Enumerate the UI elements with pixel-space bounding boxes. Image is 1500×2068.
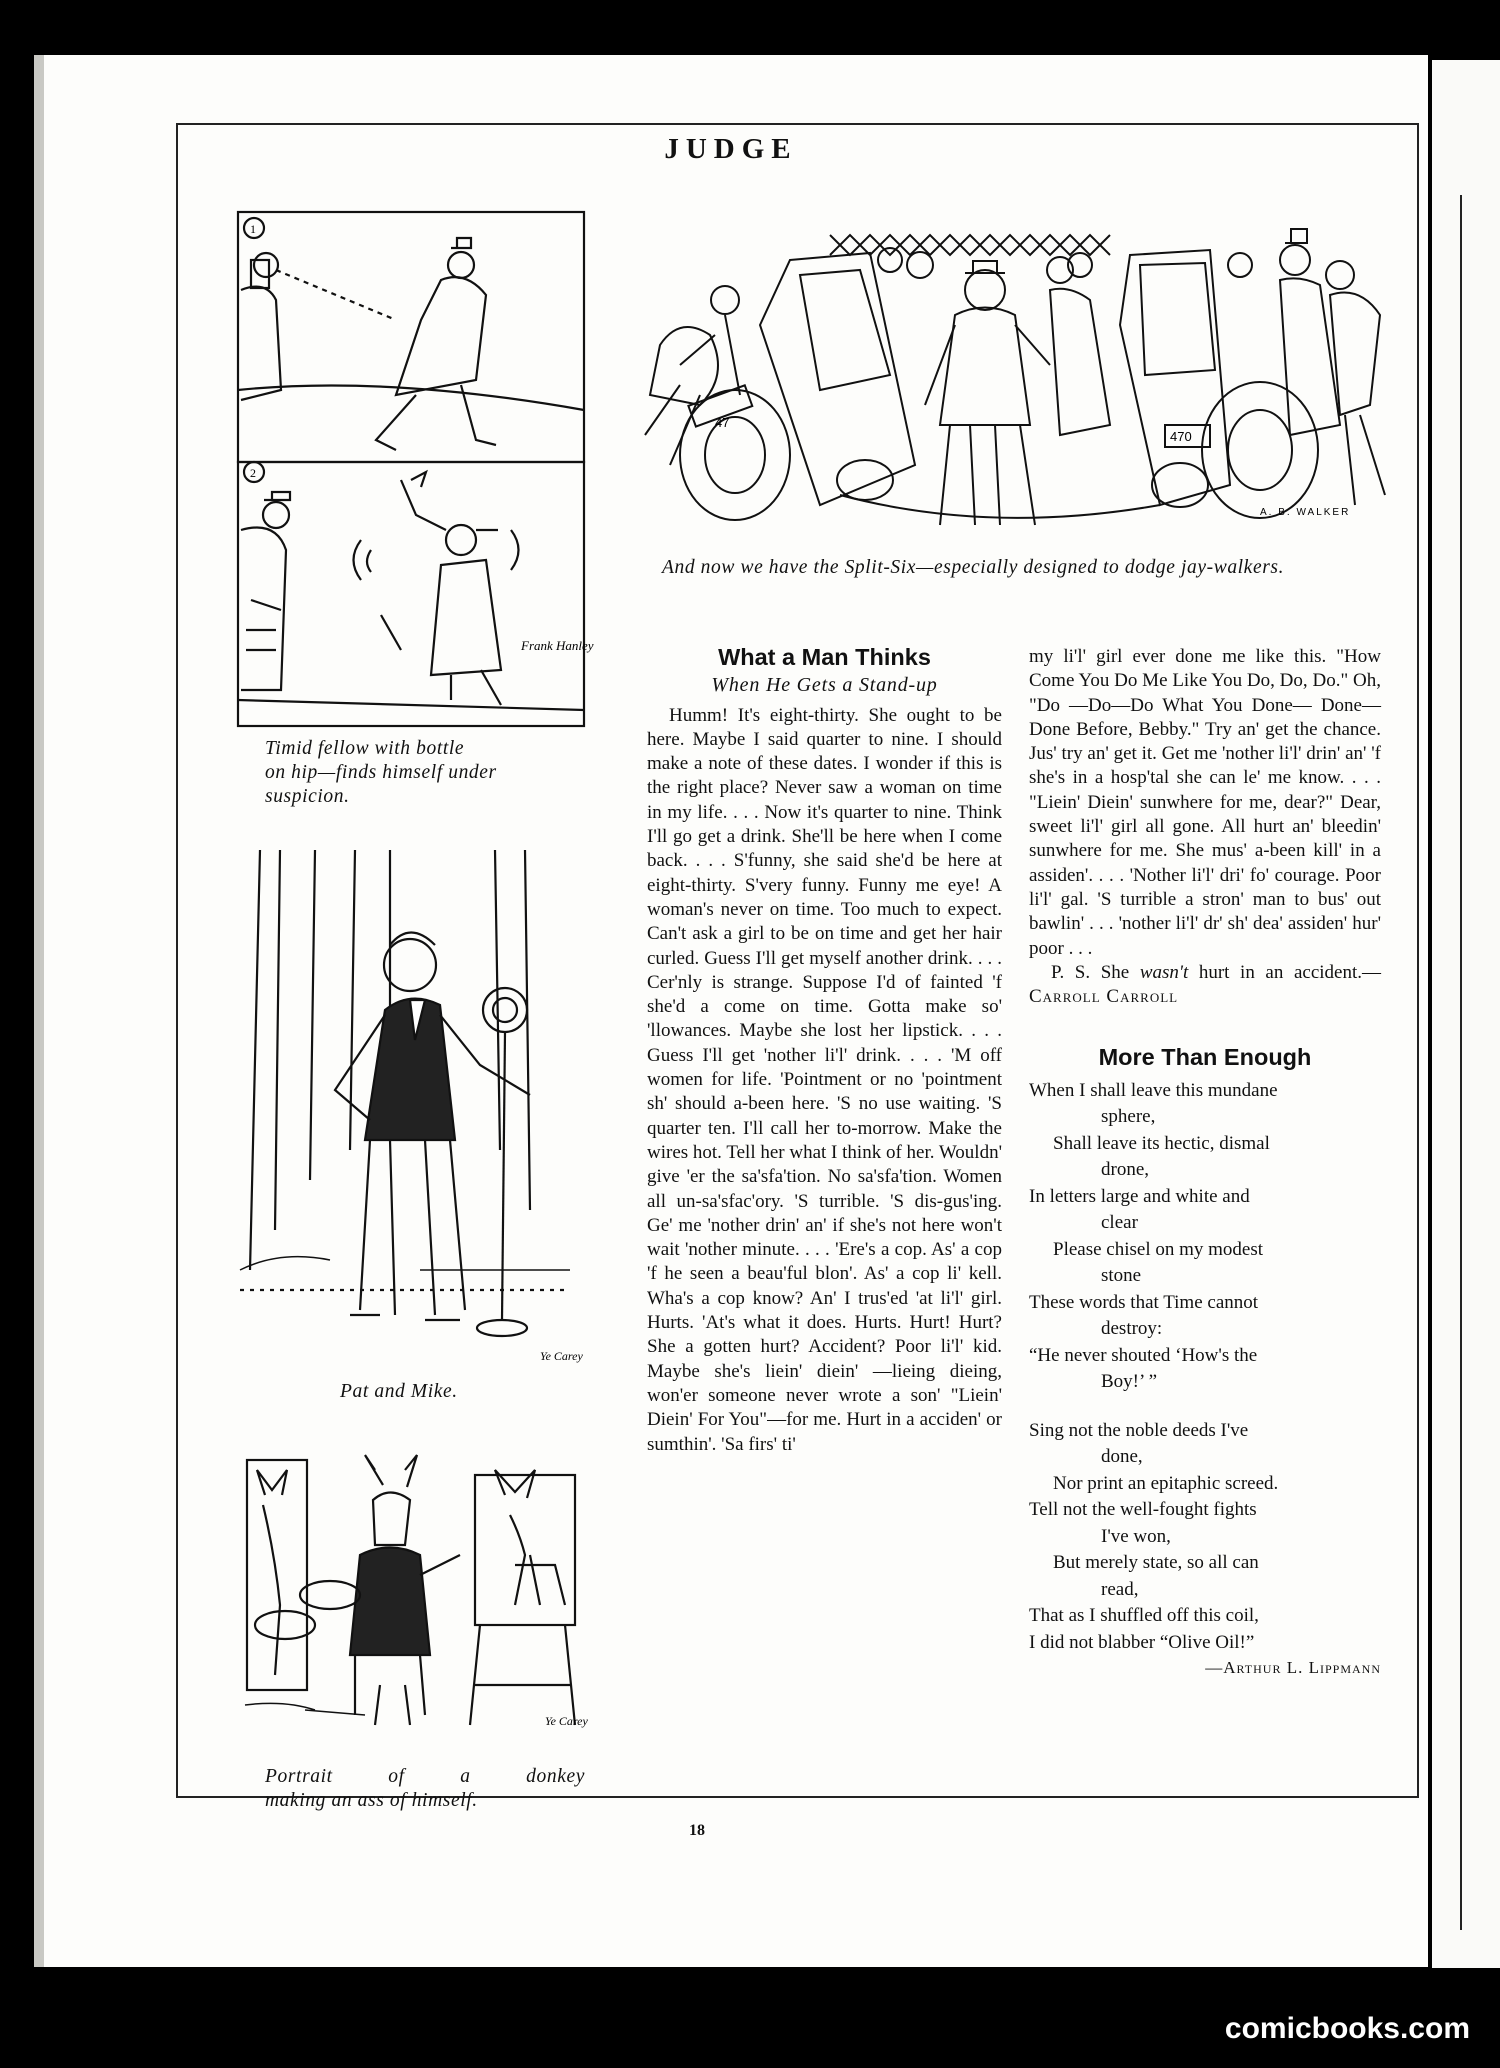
poem-line: I've won, bbox=[1101, 1525, 1171, 1547]
policeman-cartoon bbox=[236, 210, 594, 730]
poem-line: clear bbox=[1101, 1212, 1138, 1234]
poem-stanza-2 bbox=[1029, 1418, 1381, 1657]
facing-page-edge bbox=[1432, 60, 1500, 1968]
poem-line: done, bbox=[1101, 1446, 1143, 1468]
article-column-1 bbox=[647, 645, 1002, 1457]
poem-line: “He never shouted ‘How's the bbox=[1029, 1344, 1258, 1366]
poem-line: Please chisel on my modest bbox=[1053, 1238, 1264, 1260]
poem-line: When I shall leave this mundane bbox=[1029, 1079, 1278, 1101]
poem-line: sphere, bbox=[1101, 1106, 1156, 1128]
page-number: 18 bbox=[689, 1822, 705, 1839]
binding-gutter bbox=[34, 55, 44, 1967]
article-column-2 bbox=[1029, 645, 1381, 1681]
poem-line: But merely state, so all can bbox=[1053, 1552, 1259, 1574]
masthead: JUDGE bbox=[664, 133, 798, 165]
article-postscript: P. S. She wasn't hurt in an accident.—Carroll Carroll bbox=[1029, 961, 1382, 1008]
poem-line: Tell not the well-fought fights bbox=[1029, 1499, 1257, 1521]
poem-line: read, bbox=[1101, 1578, 1139, 1600]
donkey-caption: Portrait of a donkey making an ass of himself. bbox=[265, 1766, 585, 1811]
donkey-cartoon bbox=[245, 1455, 588, 1735]
poem-line: Sing not the noble deeds I've bbox=[1029, 1419, 1249, 1441]
split-six-cartoon bbox=[640, 205, 1400, 535]
watermark: comicbooks.com bbox=[1224, 2012, 1470, 2045]
poem-line: These words that Time cannot bbox=[1029, 1291, 1259, 1313]
poem-stanza-1 bbox=[1029, 1078, 1381, 1396]
poem-line: drone, bbox=[1101, 1159, 1150, 1181]
artist-signature: Ye Carey bbox=[540, 1349, 583, 1363]
poem-line: Boy!’ ” bbox=[1101, 1371, 1158, 1393]
poem-author: —Arthur L. Lippmann bbox=[1205, 1658, 1381, 1678]
article-body-2: my li'l' girl ever done me like this. "How Come You Do Me Like You Do, Do, Do." Oh, "Do —Do—Do What You Done— Done—Done Before, Bebby." Try an' get the chance. Jus' try an' get it. Get me 'nother li'l' drin' an' 'f she's in a hosp'tal she can le' me know. . . . "Liein' Diein' sunwhere for me, dear?" Dear, sweet li'l' girl all gone. All hurt an' bleedin' sunwhere for me. She mus' a-been kill' in a assiden'. . . . 'Nother li'l' dri' fo' courage. Poor li'l' gal. 'S turrible a stron' man to bus' out bawlin' . . . 'nother li'l' dr' sh' dea' assiden' hur' poor . . . bbox=[1029, 646, 1381, 959]
article-subtitle: When He Gets a Stand-up bbox=[711, 674, 938, 697]
artist-signature: A. B. WALKER bbox=[1260, 507, 1351, 518]
radio-caption: Pat and Mike. bbox=[340, 1381, 458, 1402]
panel-number-2: 2 bbox=[250, 466, 256, 480]
article-author: Carroll Carroll bbox=[1029, 986, 1179, 1008]
poem-line: That as I shuffled off this coil, bbox=[1029, 1605, 1259, 1627]
poem-line: Nor print an epitaphic screed. bbox=[1053, 1472, 1279, 1494]
panel-number-1: 1 bbox=[250, 222, 256, 236]
poem-line: stone bbox=[1101, 1265, 1142, 1287]
poem-line: Shall leave its hectic, dismal bbox=[1053, 1132, 1270, 1154]
license-plate-right: 470 bbox=[1170, 429, 1192, 444]
poem-line: destroy: bbox=[1101, 1318, 1163, 1340]
poem-line: In letters large and white and bbox=[1029, 1185, 1250, 1207]
license-plate-left: 47 bbox=[715, 415, 730, 430]
split-six-caption: And now we have the Split-Six—especially designed to dodge jay-walkers. bbox=[662, 557, 1285, 578]
article-body-1: Humm! It's eight-thirty. She ought to be here. Maybe I said quarter to nine. I should make a note of these dates. I wonder if this is the right place? Never saw a woman on time in my life. . . . Now it's quarter to nine. Think I'll go get a drink. She'll be here when I come back. . . . S'funny, she said she'd be here at eight-thirty. S'very funny. Funny me eye! A woman's never on time. Too much to expect. Can't ask a girl to be on time and get her hair curled. Guess I'll get myself another drink. . . . Cer'nly is strange. Suppose I'd of fainted 'f she'd a come on time. Gotta make so' 'llowances. Maybe she lost her lipstick. . . . Guess I'll get 'nother li'l' drink. . . . 'M off women for life. 'Pointment or no 'pointment sh' should a-been here. 'S no use waiting. 'S quarter ten. I'll call her to-morrow. Make the wires hot. Tell her what I think of her. Wouldn' give 'er the sa'sfa'tion. No sa'sfa'tion. Women all un-sa'sfac'ory. 'S turrible. 'S dis-gus'ing. Ge' me 'nother drin' an' if she's not here won't wait 'nother minute. . . . 'Ere's a cop. As' a cop 'f he seen a beau'ful blon'. As' a cop li' kell. Wha's a cop know? An' I trus'ed 'at li'l' girl. Hurts. 'At's what it does. Hurts. Hurt! Hurt? She a gotten hurt? Accident? Poor li'l' kid. Maybe she's liein' diein' —lieing dieing, won'er someone never wrote a son' "Liein' Diein' For You"—for me. Hurt in a acciden' or sumthin'. 'Sa firs' ti' bbox=[647, 704, 1002, 1455]
radio-cartoon bbox=[240, 850, 583, 1370]
poem-title: More Than Enough bbox=[1098, 1044, 1312, 1071]
artist-signature: Frank Hanley bbox=[521, 638, 594, 653]
policeman-caption: Timid fellow with bottle on hip—finds himself under suspicion. bbox=[265, 738, 497, 807]
article-title: What a Man Thinks bbox=[718, 644, 931, 670]
artist-signature: Ye Carey bbox=[545, 1714, 588, 1728]
poem-line: I did not blabber “Olive Oil!” bbox=[1029, 1631, 1255, 1653]
